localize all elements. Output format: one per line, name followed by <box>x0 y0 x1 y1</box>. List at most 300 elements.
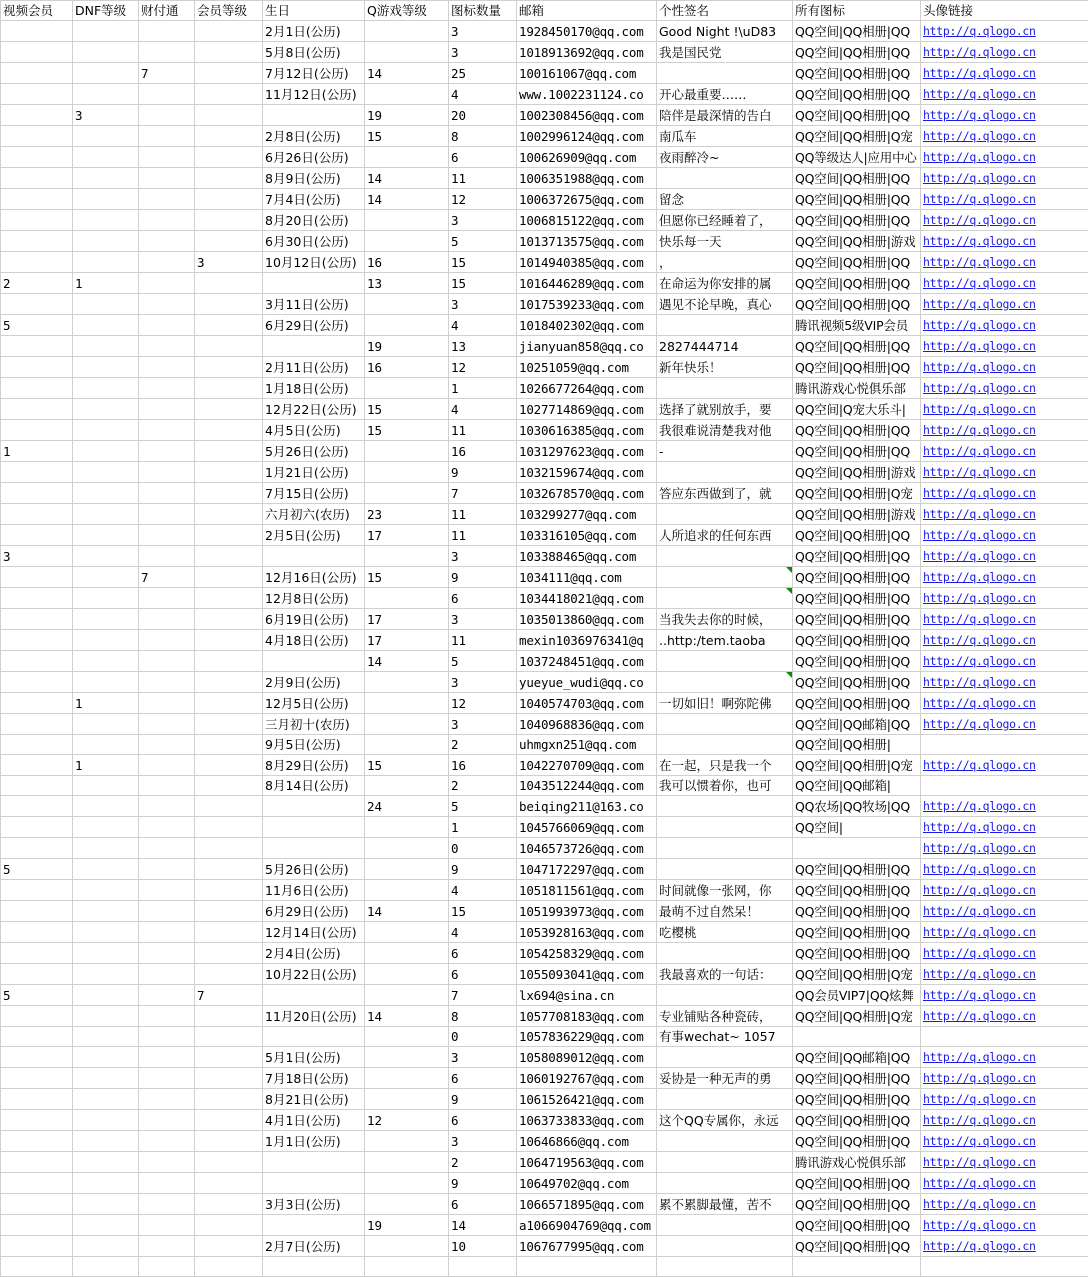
cell-tenpay[interactable] <box>139 1236 195 1257</box>
cell-signature[interactable] <box>657 1215 793 1236</box>
table-row[interactable] <box>1 1131 1088 1152</box>
cell-signature[interactable] <box>657 796 793 817</box>
cell-dnf-level[interactable] <box>73 1068 139 1089</box>
table-row[interactable] <box>1 964 1088 985</box>
avatar-link[interactable]: http://q.qlogo.cn <box>923 150 1036 164</box>
cell-tenpay[interactable] <box>139 672 195 693</box>
cell-birthday[interactable]: 5月26日(公历) <box>263 859 365 880</box>
cell-all-icons[interactable]: QQ空间|QQ相册|QQ <box>793 357 921 378</box>
cell-signature[interactable]: 妥协是一种无声的勇 <box>657 1068 793 1089</box>
cell-birthday[interactable] <box>263 838 365 859</box>
cell-email[interactable]: beiqing211@163.co <box>517 796 657 817</box>
cell-signature[interactable] <box>657 714 793 735</box>
cell-signature[interactable] <box>657 735 793 755</box>
cell-video-member[interactable] <box>1 964 73 985</box>
cell-member-level[interactable] <box>195 1236 263 1257</box>
cell-signature[interactable] <box>657 1131 793 1152</box>
cell-tenpay[interactable] <box>139 294 195 315</box>
cell-icon-count[interactable]: 9 <box>449 1173 517 1194</box>
cell-all-icons[interactable]: QQ空间|QQ相册|QQ <box>793 273 921 294</box>
cell-dnf-level[interactable] <box>73 483 139 504</box>
cell-q-game-level[interactable] <box>365 1068 449 1089</box>
cell-birthday[interactable]: 6月26日(公历) <box>263 147 365 168</box>
cell-avatar-link[interactable] <box>921 420 1088 441</box>
cell-q-game-level[interactable]: 19 <box>365 105 449 126</box>
cell-member-level[interactable] <box>195 441 263 462</box>
cell-all-icons[interactable]: QQ空间|QQ相册|QQ <box>793 1110 921 1131</box>
cell-avatar-link[interactable] <box>921 880 1088 901</box>
cell-video-member[interactable] <box>1 336 73 357</box>
table-row[interactable] <box>1 1173 1088 1194</box>
cell-avatar-link[interactable] <box>921 210 1088 231</box>
cell-tenpay[interactable] <box>139 588 195 609</box>
cell-all-icons[interactable]: QQ空间|QQ相册|QQ <box>793 922 921 943</box>
cell-video-member[interactable] <box>1 735 73 755</box>
cell-q-game-level[interactable] <box>365 1194 449 1215</box>
cell-member-level[interactable] <box>195 63 263 84</box>
cell-dnf-level[interactable] <box>73 336 139 357</box>
cell-dnf-level[interactable] <box>73 1152 139 1173</box>
cell-email[interactable]: 100161067@qq.com <box>517 63 657 84</box>
table-row[interactable] <box>1 672 1088 693</box>
cell-icon-count[interactable]: 9 <box>449 462 517 483</box>
cell-video-member[interactable] <box>1 1215 73 1236</box>
cell-signature[interactable] <box>657 168 793 189</box>
cell-email[interactable]: 1066571895@qq.com <box>517 1194 657 1215</box>
cell-q-game-level[interactable]: 14 <box>365 63 449 84</box>
table-row[interactable] <box>1 776 1088 796</box>
cell-birthday[interactable]: 8月20日(公历) <box>263 210 365 231</box>
cell-video-member[interactable] <box>1 672 73 693</box>
avatar-link[interactable]: http://q.qlogo.cn <box>923 297 1036 311</box>
cell-video-member[interactable]: 2 <box>1 273 73 294</box>
cell-email[interactable]: 1051993973@qq.com <box>517 901 657 922</box>
cell-all-icons[interactable]: QQ空间|QQ相册|QQ <box>793 42 921 63</box>
cell-dnf-level[interactable] <box>73 588 139 609</box>
cell-signature[interactable]: 专业铺贴各种瓷砖， <box>657 1006 793 1027</box>
cell-email[interactable]: 1042270709@qq.com <box>517 755 657 776</box>
cell-all-icons[interactable]: QQ空间|QQ相册|QQ <box>793 943 921 964</box>
cell-email[interactable]: 1040968836@qq.com <box>517 714 657 735</box>
cell-member-level[interactable] <box>195 567 263 588</box>
cell-tenpay[interactable] <box>139 755 195 776</box>
cell-tenpay[interactable] <box>139 1131 195 1152</box>
cell-icon-count[interactable]: 15 <box>449 252 517 273</box>
cell-dnf-level[interactable] <box>73 943 139 964</box>
cell-email[interactable]: 1064719563@qq.com <box>517 1152 657 1173</box>
cell-birthday[interactable]: 6月30日(公历) <box>263 231 365 252</box>
cell-email[interactable]: 1045766069@qq.com <box>517 817 657 838</box>
cell-email[interactable]: 1027714869@qq.com <box>517 399 657 420</box>
cell-avatar-link[interactable] <box>921 755 1088 776</box>
cell-icon-count[interactable]: 4 <box>449 880 517 901</box>
cell-birthday[interactable]: 8月9日(公历) <box>263 168 365 189</box>
cell-all-icons[interactable]: QQ空间|Q宠大乐斗| <box>793 399 921 420</box>
cell-tenpay[interactable] <box>139 420 195 441</box>
cell-tenpay[interactable] <box>139 1089 195 1110</box>
cell-dnf-level[interactable] <box>73 1006 139 1027</box>
cell-icon-count[interactable]: 3 <box>449 21 517 42</box>
cell-signature[interactable] <box>657 1257 793 1277</box>
cell-birthday[interactable]: 2月5日(公历) <box>263 525 365 546</box>
table-row[interactable] <box>1 357 1088 378</box>
cell-email[interactable]: 103316105@qq.com <box>517 525 657 546</box>
cell-q-game-level[interactable] <box>365 1173 449 1194</box>
cell-birthday[interactable] <box>263 1027 365 1047</box>
cell-member-level[interactable] <box>195 483 263 504</box>
cell-video-member[interactable] <box>1 462 73 483</box>
cell-avatar-link[interactable] <box>921 630 1088 651</box>
cell-video-member[interactable] <box>1 922 73 943</box>
cell-member-level[interactable] <box>195 147 263 168</box>
cell-all-icons[interactable]: QQ空间|QQ相册|QQ <box>793 525 921 546</box>
cell-video-member[interactable] <box>1 420 73 441</box>
cell-birthday[interactable]: 六月初六(农历) <box>263 504 365 525</box>
cell-tenpay[interactable] <box>139 126 195 147</box>
cell-birthday[interactable]: 2月11日(公历) <box>263 357 365 378</box>
cell-birthday[interactable]: 7月4日(公历) <box>263 189 365 210</box>
cell-member-level[interactable] <box>195 672 263 693</box>
avatar-link[interactable]: http://q.qlogo.cn <box>923 904 1036 918</box>
column-header-all-icons[interactable]: 所有图标 <box>793 1 921 21</box>
cell-avatar-link[interactable] <box>921 1257 1088 1277</box>
cell-dnf-level[interactable] <box>73 567 139 588</box>
table-row[interactable] <box>1 588 1088 609</box>
cell-birthday[interactable]: 11月20日(公历) <box>263 1006 365 1027</box>
cell-email[interactable]: 1067677995@qq.com <box>517 1236 657 1257</box>
cell-member-level[interactable] <box>195 859 263 880</box>
cell-signature[interactable] <box>657 546 793 567</box>
cell-tenpay[interactable] <box>139 859 195 880</box>
table-row[interactable] <box>1 609 1088 630</box>
cell-birthday[interactable]: 3月11日(公历) <box>263 294 365 315</box>
cell-signature[interactable] <box>657 504 793 525</box>
cell-email[interactable] <box>517 1257 657 1277</box>
cell-member-level[interactable] <box>195 378 263 399</box>
cell-avatar-link[interactable] <box>921 462 1088 483</box>
cell-signature[interactable]: 在命运为你安排的属 <box>657 273 793 294</box>
cell-email[interactable]: 1030616385@qq.com <box>517 420 657 441</box>
cell-tenpay[interactable] <box>139 1110 195 1131</box>
table-row[interactable] <box>1 922 1088 943</box>
cell-all-icons[interactable] <box>793 1027 921 1047</box>
cell-q-game-level[interactable]: 13 <box>365 273 449 294</box>
avatar-link[interactable]: http://q.qlogo.cn <box>923 1009 1036 1023</box>
cell-icon-count[interactable]: 3 <box>449 546 517 567</box>
cell-signature[interactable]: 夜雨醉冷~ <box>657 147 793 168</box>
cell-q-game-level[interactable]: 15 <box>365 126 449 147</box>
column-header-q-game-level[interactable]: Q游戏等级 <box>365 1 449 21</box>
cell-signature[interactable]: 新年快乐！ <box>657 357 793 378</box>
cell-member-level[interactable] <box>195 714 263 735</box>
table-row[interactable] <box>1 231 1088 252</box>
cell-icon-count[interactable]: 3 <box>449 42 517 63</box>
table-row[interactable] <box>1 336 1088 357</box>
table-row[interactable] <box>1 1236 1088 1257</box>
cell-tenpay[interactable] <box>139 1068 195 1089</box>
cell-video-member[interactable] <box>1 147 73 168</box>
cell-birthday[interactable]: 1月18日(公历) <box>263 378 365 399</box>
cell-signature[interactable]: 南瓜车 <box>657 126 793 147</box>
cell-q-game-level[interactable] <box>365 42 449 63</box>
avatar-link[interactable]: http://q.qlogo.cn <box>923 717 1036 731</box>
cell-dnf-level[interactable]: 1 <box>73 273 139 294</box>
table-row[interactable] <box>1 420 1088 441</box>
column-header-birthday[interactable]: 生日 <box>263 1 365 21</box>
cell-dnf-level[interactable] <box>73 985 139 1006</box>
cell-dnf-level[interactable]: 3 <box>73 105 139 126</box>
cell-signature[interactable] <box>657 315 793 336</box>
cell-signature[interactable] <box>657 1236 793 1257</box>
cell-icon-count[interactable]: 12 <box>449 357 517 378</box>
cell-icon-count[interactable]: 11 <box>449 630 517 651</box>
avatar-link[interactable]: http://q.qlogo.cn <box>923 171 1036 185</box>
cell-q-game-level[interactable] <box>365 294 449 315</box>
cell-birthday[interactable] <box>263 546 365 567</box>
cell-icon-count[interactable]: 0 <box>449 838 517 859</box>
cell-email[interactable]: 1017539233@qq.com <box>517 294 657 315</box>
cell-birthday[interactable]: 12月22日(公历) <box>263 399 365 420</box>
cell-video-member[interactable] <box>1 838 73 859</box>
cell-q-game-level[interactable] <box>365 21 449 42</box>
cell-birthday[interactable]: 2月9日(公历) <box>263 672 365 693</box>
cell-dnf-level[interactable] <box>73 817 139 838</box>
cell-signature[interactable]: 最萌不过自然呆！ <box>657 901 793 922</box>
cell-dnf-level[interactable] <box>73 609 139 630</box>
cell-birthday[interactable] <box>263 336 365 357</box>
cell-q-game-level[interactable]: 14 <box>365 1006 449 1027</box>
cell-avatar-link[interactable] <box>921 1027 1088 1047</box>
cell-icon-count[interactable]: 7 <box>449 483 517 504</box>
cell-video-member[interactable] <box>1 357 73 378</box>
cell-member-level[interactable] <box>195 273 263 294</box>
cell-dnf-level[interactable] <box>73 796 139 817</box>
cell-signature[interactable] <box>657 838 793 859</box>
cell-q-game-level[interactable]: 17 <box>365 609 449 630</box>
cell-dnf-level[interactable] <box>73 21 139 42</box>
table-row[interactable] <box>1 378 1088 399</box>
cell-member-level[interactable] <box>195 546 263 567</box>
cell-icon-count[interactable]: 6 <box>449 147 517 168</box>
cell-avatar-link[interactable] <box>921 1110 1088 1131</box>
cell-video-member[interactable] <box>1 1131 73 1152</box>
cell-tenpay[interactable] <box>139 943 195 964</box>
avatar-link[interactable]: http://q.qlogo.cn <box>923 66 1036 80</box>
cell-video-member[interactable] <box>1 776 73 796</box>
cell-birthday[interactable] <box>263 1257 365 1277</box>
cell-avatar-link[interactable] <box>921 357 1088 378</box>
cell-video-member[interactable] <box>1 21 73 42</box>
cell-all-icons[interactable]: QQ空间|QQ相册|QQ <box>793 252 921 273</box>
cell-email[interactable]: 1063733833@qq.com <box>517 1110 657 1131</box>
table-row[interactable] <box>1 399 1088 420</box>
column-header-signature[interactable]: 个性签名 <box>657 1 793 21</box>
cell-birthday[interactable]: 1月21日(公历) <box>263 462 365 483</box>
avatar-link[interactable]: http://q.qlogo.cn <box>923 675 1036 689</box>
table-row[interactable] <box>1 735 1088 755</box>
cell-tenpay[interactable] <box>139 546 195 567</box>
table-row[interactable] <box>1 546 1088 567</box>
cell-dnf-level[interactable] <box>73 922 139 943</box>
cell-q-game-level[interactable] <box>365 315 449 336</box>
cell-member-level[interactable] <box>195 189 263 210</box>
table-row[interactable] <box>1 755 1088 776</box>
cell-signature[interactable] <box>657 1089 793 1110</box>
cell-q-game-level[interactable]: 15 <box>365 755 449 776</box>
cell-member-level[interactable] <box>195 776 263 796</box>
cell-q-game-level[interactable] <box>365 483 449 504</box>
cell-member-level[interactable] <box>195 735 263 755</box>
cell-all-icons[interactable]: QQ空间|QQ相册|QQ <box>793 901 921 922</box>
cell-dnf-level[interactable] <box>73 714 139 735</box>
cell-dnf-level[interactable] <box>73 126 139 147</box>
cell-tenpay[interactable] <box>139 817 195 838</box>
cell-q-game-level[interactable] <box>365 1257 449 1277</box>
cell-q-game-level[interactable] <box>365 231 449 252</box>
cell-dnf-level[interactable] <box>73 462 139 483</box>
cell-icon-count[interactable]: 8 <box>449 126 517 147</box>
cell-icon-count[interactable]: 25 <box>449 63 517 84</box>
cell-dnf-level[interactable]: 1 <box>73 693 139 714</box>
cell-icon-count[interactable]: 3 <box>449 714 517 735</box>
cell-member-level[interactable] <box>195 755 263 776</box>
avatar-link[interactable]: http://q.qlogo.cn <box>923 1197 1036 1211</box>
cell-dnf-level[interactable] <box>73 630 139 651</box>
cell-avatar-link[interactable] <box>921 1194 1088 1215</box>
cell-video-member[interactable] <box>1 1173 73 1194</box>
cell-icon-count[interactable]: 6 <box>449 1068 517 1089</box>
cell-icon-count[interactable]: 2 <box>449 776 517 796</box>
cell-signature[interactable]: - <box>657 441 793 462</box>
cell-dnf-level[interactable] <box>73 838 139 859</box>
cell-birthday[interactable] <box>263 1215 365 1236</box>
cell-signature[interactable]: 我可以惯着你，也可 <box>657 776 793 796</box>
cell-avatar-link[interactable] <box>921 817 1088 838</box>
cell-birthday[interactable]: 12月5日(公历) <box>263 693 365 714</box>
cell-member-level[interactable] <box>195 1006 263 1027</box>
cell-email[interactable]: 1047172297@qq.com <box>517 859 657 880</box>
cell-birthday[interactable]: 4月5日(公历) <box>263 420 365 441</box>
avatar-link[interactable]: http://q.qlogo.cn <box>923 1092 1036 1106</box>
cell-member-level[interactable] <box>195 588 263 609</box>
cell-video-member[interactable] <box>1 252 73 273</box>
cell-member-level[interactable] <box>195 504 263 525</box>
cell-signature[interactable] <box>657 588 793 609</box>
cell-all-icons[interactable]: QQ空间|QQ相册|QQ <box>793 336 921 357</box>
cell-all-icons[interactable]: QQ空间|QQ相册|QQ <box>793 21 921 42</box>
cell-icon-count[interactable]: 4 <box>449 922 517 943</box>
cell-q-game-level[interactable]: 19 <box>365 336 449 357</box>
cell-all-icons[interactable]: QQ空间|QQ相册|QQ <box>793 609 921 630</box>
cell-birthday[interactable]: 5月26日(公历) <box>263 441 365 462</box>
cell-avatar-link[interactable] <box>921 294 1088 315</box>
cell-email[interactable]: 10646866@qq.com <box>517 1131 657 1152</box>
cell-q-game-level[interactable] <box>365 714 449 735</box>
cell-member-level[interactable] <box>195 420 263 441</box>
cell-email[interactable]: 1928450170@qq.com <box>517 21 657 42</box>
cell-member-level[interactable] <box>195 105 263 126</box>
cell-video-member[interactable] <box>1 1047 73 1068</box>
cell-q-game-level[interactable] <box>365 943 449 964</box>
cell-avatar-link[interactable] <box>921 21 1088 42</box>
cell-all-icons[interactable]: QQ空间|QQ相册|QQ <box>793 105 921 126</box>
cell-dnf-level[interactable] <box>73 315 139 336</box>
cell-tenpay[interactable] <box>139 168 195 189</box>
cell-email[interactable]: mexin1036976341@q <box>517 630 657 651</box>
cell-avatar-link[interactable] <box>921 231 1088 252</box>
cell-q-game-level[interactable]: 23 <box>365 504 449 525</box>
cell-all-icons[interactable]: QQ空间|QQ相册|QQ <box>793 1068 921 1089</box>
cell-member-level[interactable] <box>195 796 263 817</box>
cell-birthday[interactable]: 2月4日(公历) <box>263 943 365 964</box>
cell-member-level[interactable] <box>195 817 263 838</box>
avatar-link[interactable]: http://q.qlogo.cn <box>923 528 1036 542</box>
cell-dnf-level[interactable] <box>73 63 139 84</box>
cell-email[interactable]: 1031297623@qq.com <box>517 441 657 462</box>
cell-tenpay[interactable] <box>139 105 195 126</box>
cell-member-level[interactable] <box>195 880 263 901</box>
cell-tenpay[interactable] <box>139 504 195 525</box>
cell-video-member[interactable] <box>1 714 73 735</box>
cell-avatar-link[interactable] <box>921 901 1088 922</box>
cell-video-member[interactable] <box>1 84 73 105</box>
table-row[interactable] <box>1 838 1088 859</box>
table-row[interactable] <box>1 714 1088 735</box>
cell-video-member[interactable] <box>1 189 73 210</box>
cell-tenpay[interactable] <box>139 189 195 210</box>
cell-email[interactable]: 1037248451@qq.com <box>517 651 657 672</box>
cell-q-game-level[interactable] <box>365 546 449 567</box>
cell-avatar-link[interactable] <box>921 168 1088 189</box>
cell-member-level[interactable] <box>195 964 263 985</box>
avatar-link[interactable]: http://q.qlogo.cn <box>923 799 1036 813</box>
cell-email[interactable]: 1006351988@qq.com <box>517 168 657 189</box>
cell-video-member[interactable] <box>1 168 73 189</box>
avatar-link[interactable]: http://q.qlogo.cn <box>923 192 1036 206</box>
cell-member-level[interactable] <box>195 168 263 189</box>
avatar-link[interactable]: http://q.qlogo.cn <box>923 862 1036 876</box>
avatar-link[interactable]: http://q.qlogo.cn <box>923 1155 1036 1169</box>
cell-dnf-level[interactable] <box>73 1257 139 1277</box>
cell-video-member[interactable] <box>1 1110 73 1131</box>
avatar-link[interactable]: http://q.qlogo.cn <box>923 108 1036 122</box>
cell-avatar-link[interactable] <box>921 714 1088 735</box>
cell-all-icons[interactable]: 腾讯视频5级VIP会员 <box>793 315 921 336</box>
cell-avatar-link[interactable] <box>921 525 1088 546</box>
cell-all-icons[interactable]: QQ空间|QQ相册|QQ <box>793 441 921 462</box>
column-header-icon-count[interactable]: 图标数量 <box>449 1 517 21</box>
cell-avatar-link[interactable] <box>921 776 1088 796</box>
cell-icon-count[interactable]: 10 <box>449 1236 517 1257</box>
cell-all-icons[interactable]: QQ空间| <box>793 817 921 838</box>
cell-signature[interactable]: 陪伴是最深情的告白 <box>657 105 793 126</box>
table-row[interactable] <box>1 567 1088 588</box>
cell-dnf-level[interactable] <box>73 1173 139 1194</box>
cell-email[interactable]: 1026677264@qq.com <box>517 378 657 399</box>
avatar-link[interactable]: http://q.qlogo.cn <box>923 339 1036 353</box>
cell-video-member[interactable] <box>1 588 73 609</box>
cell-signature[interactable]: 我是国民党 <box>657 42 793 63</box>
cell-email[interactable]: 1058089012@qq.com <box>517 1047 657 1068</box>
cell-dnf-level[interactable] <box>73 420 139 441</box>
cell-dnf-level[interactable] <box>73 1047 139 1068</box>
cell-avatar-link[interactable] <box>921 42 1088 63</box>
cell-avatar-link[interactable] <box>921 567 1088 588</box>
cell-all-icons[interactable]: QQ空间|QQ相册|QQ <box>793 859 921 880</box>
cell-icon-count[interactable]: 11 <box>449 525 517 546</box>
cell-tenpay[interactable] <box>139 441 195 462</box>
cell-email[interactable]: 1034418021@qq.com <box>517 588 657 609</box>
